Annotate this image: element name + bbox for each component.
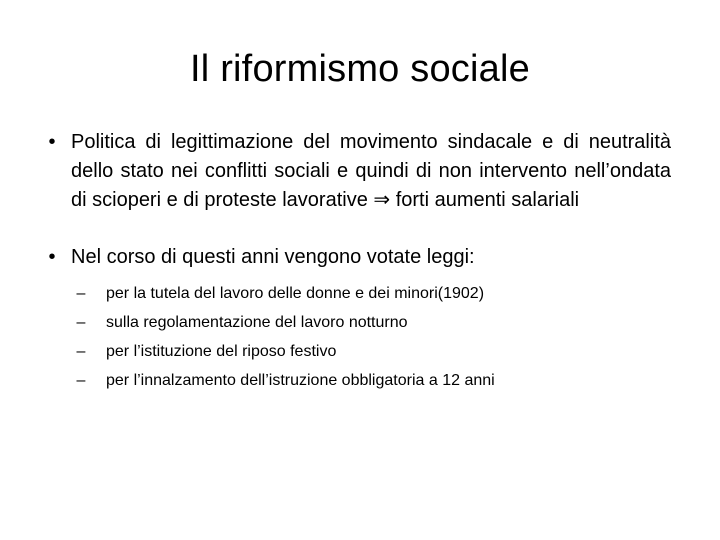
dash-marker: – xyxy=(76,343,86,360)
bullet-item xyxy=(45,128,671,215)
slide-content xyxy=(45,128,671,395)
sub-item-text: sulla regolamentazione del lavoro notturno xyxy=(106,314,408,331)
sub-item-text: per l’innalzamento dell’istruzione obbligatoria a 12 anni xyxy=(106,372,495,389)
bullet-text: Politica di legittimazione del movimento sindacale e di neutralità dello stato nei conflitti sociali e quindi di non intervento nell’ondata di scioperi e di proteste lavorative ⇒ forti aumenti salariali xyxy=(71,131,671,211)
bullet-item xyxy=(45,243,671,272)
bullet-marker: • xyxy=(48,246,56,268)
sub-item xyxy=(75,366,671,395)
bullet-marker: • xyxy=(48,131,56,153)
dash-marker: – xyxy=(76,372,86,389)
slide-title: Il riformismo sociale xyxy=(190,48,530,90)
sub-list xyxy=(45,279,671,395)
dash-marker: – xyxy=(76,285,86,302)
sub-item-text: per la tutela del lavoro delle donne e dei minori(1902) xyxy=(106,285,485,302)
bullet-text: Nel corso di questi anni vengono votate leggi: xyxy=(71,246,475,268)
dash-marker: – xyxy=(76,314,86,331)
sub-item xyxy=(75,337,671,366)
sub-item xyxy=(75,279,671,308)
sub-item-text: per l’istituzione del riposo festivo xyxy=(106,343,337,360)
sub-item xyxy=(75,308,671,337)
